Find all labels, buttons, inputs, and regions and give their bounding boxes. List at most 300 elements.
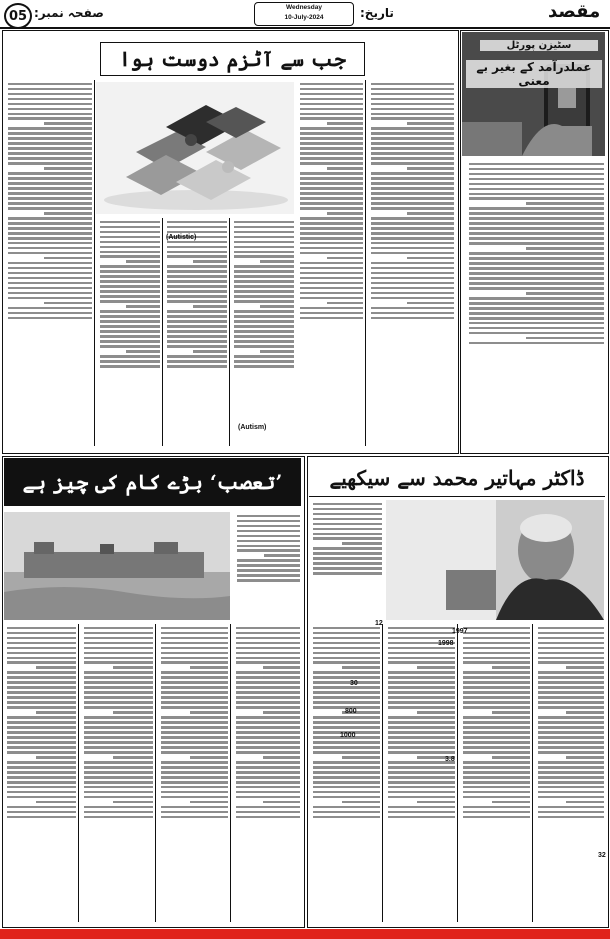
column-rule — [365, 80, 366, 446]
text-line — [100, 270, 160, 272]
text-line — [234, 255, 294, 257]
text-line — [313, 671, 380, 673]
text-line — [100, 340, 160, 342]
text-line — [300, 227, 363, 229]
article-mahathir-headline: ڈاکٹر مہاتیر محمد سے سیکھیے — [309, 460, 605, 497]
text-line — [388, 776, 455, 778]
text-line — [463, 661, 530, 663]
text-line — [236, 681, 300, 683]
text-line — [7, 657, 76, 659]
text-line — [538, 726, 604, 728]
text-line — [161, 776, 228, 778]
text-line — [8, 277, 92, 279]
text-line — [161, 637, 228, 639]
text-line — [84, 791, 153, 793]
text-line — [167, 280, 227, 282]
text-line — [84, 627, 153, 629]
text-line — [371, 237, 454, 239]
text-line — [84, 771, 153, 773]
text-line — [8, 312, 92, 314]
text-line — [7, 766, 76, 768]
text-line — [7, 816, 76, 818]
text-line — [236, 771, 300, 773]
text-line — [313, 691, 380, 693]
text-line — [8, 242, 92, 244]
text-line — [100, 335, 160, 337]
text-line — [161, 642, 228, 644]
text-line — [371, 227, 454, 229]
text-line — [469, 322, 604, 324]
article-mahathir-intro — [310, 500, 382, 620]
text-line — [538, 731, 604, 733]
text-line — [300, 292, 363, 294]
text-line — [8, 182, 92, 184]
text-line — [538, 652, 604, 654]
text-line — [236, 776, 300, 778]
text-line — [526, 202, 604, 204]
text-line — [237, 559, 300, 561]
text-line — [263, 711, 300, 713]
text-line — [8, 127, 92, 129]
text-line — [388, 706, 455, 708]
text-line — [313, 557, 382, 559]
text-line — [463, 721, 530, 723]
article-autism-col-4 — [232, 218, 294, 446]
text-line — [84, 671, 153, 673]
text-line — [36, 711, 76, 713]
text-line — [167, 231, 227, 233]
text-line — [463, 652, 530, 654]
text-line — [313, 746, 380, 748]
text-line — [313, 781, 380, 783]
text-line — [313, 657, 380, 659]
text-line — [167, 265, 227, 267]
text-line — [300, 162, 363, 164]
text-line — [237, 515, 300, 517]
text-line — [8, 272, 92, 274]
text-line — [100, 231, 160, 233]
text-line — [313, 547, 382, 549]
text-line — [463, 642, 530, 644]
text-line — [388, 806, 455, 808]
text-line — [167, 285, 227, 287]
text-line — [236, 741, 300, 743]
text-line — [313, 811, 380, 813]
text-line — [8, 197, 92, 199]
text-line — [469, 163, 604, 165]
text-line — [371, 93, 454, 95]
text-line — [236, 657, 300, 659]
text-line — [469, 282, 604, 284]
text-line — [463, 676, 530, 678]
text-line — [417, 666, 456, 668]
text-line — [313, 761, 380, 763]
text-line — [8, 88, 92, 90]
text-line — [167, 345, 227, 347]
text-line — [234, 295, 294, 297]
column-rule — [229, 218, 230, 446]
text-line — [469, 312, 604, 314]
text-line — [100, 330, 160, 332]
figure-1998: 1998 — [438, 640, 454, 647]
text-line — [236, 647, 300, 649]
text-line — [234, 280, 294, 282]
text-line — [313, 751, 380, 753]
text-line — [234, 340, 294, 342]
text-line — [234, 300, 294, 302]
text-line — [566, 711, 604, 713]
text-line — [7, 632, 76, 634]
article-prejudice-headline: ’تعصب‘ بڑے کام کی چیز ہے — [4, 458, 301, 506]
text-line — [126, 305, 160, 307]
text-line — [7, 796, 76, 798]
text-line — [236, 726, 300, 728]
weekday: Wednesday — [285, 4, 322, 11]
text-line — [161, 731, 228, 733]
text-line — [371, 277, 454, 279]
text-line — [463, 706, 530, 708]
text-line — [313, 786, 380, 788]
text-line — [237, 579, 300, 581]
text-line — [469, 317, 604, 319]
text-line — [300, 202, 363, 204]
article-autism-headline: جب سے آٹزم دوست ہوا — [100, 42, 365, 76]
text-line — [300, 113, 363, 115]
text-line — [237, 520, 300, 522]
text-line — [44, 257, 92, 259]
date: 10-July-2024 — [284, 14, 324, 21]
text-line — [237, 535, 300, 537]
text-line — [463, 751, 530, 753]
text-line — [463, 701, 530, 703]
text-line — [538, 671, 604, 673]
column-rule — [162, 218, 163, 446]
text-line — [126, 350, 160, 352]
figure-12: 12 — [375, 620, 383, 627]
text-line — [388, 686, 455, 688]
text-line — [234, 275, 294, 277]
text-line — [313, 771, 380, 773]
text-line — [84, 716, 153, 718]
text-line — [161, 721, 228, 723]
text-line — [84, 781, 153, 783]
text-line — [7, 652, 76, 654]
text-line — [236, 632, 300, 634]
text-line — [538, 791, 604, 793]
text-line — [463, 647, 530, 649]
text-line — [84, 701, 153, 703]
text-line — [538, 811, 604, 813]
text-line — [84, 806, 153, 808]
text-line — [300, 93, 363, 95]
column-rule — [532, 624, 533, 922]
text-line — [167, 335, 227, 337]
text-line — [469, 207, 604, 209]
text-line — [7, 721, 76, 723]
text-line — [300, 272, 363, 274]
text-line — [161, 746, 228, 748]
text-line — [236, 701, 300, 703]
text-line — [84, 706, 153, 708]
text-line — [371, 142, 454, 144]
text-line — [100, 265, 160, 267]
text-line — [7, 776, 76, 778]
text-line — [8, 297, 92, 299]
text-line — [327, 167, 363, 169]
text-line — [236, 766, 300, 768]
text-line — [300, 232, 363, 234]
text-line — [538, 806, 604, 808]
text-line — [469, 183, 604, 185]
text-line — [469, 342, 604, 344]
text-line — [538, 681, 604, 683]
text-line — [84, 642, 153, 644]
text-line — [371, 307, 454, 309]
text-line — [234, 335, 294, 337]
text-line — [463, 686, 530, 688]
text-line — [167, 325, 227, 327]
page-number: 05 — [4, 3, 32, 29]
text-line — [236, 721, 300, 723]
text-line — [313, 716, 380, 718]
text-line — [84, 786, 153, 788]
text-line — [236, 746, 300, 748]
text-line — [469, 168, 604, 170]
text-line — [100, 365, 160, 367]
text-line — [8, 142, 92, 144]
text-line — [538, 676, 604, 678]
text-line — [8, 172, 92, 174]
text-line — [167, 255, 227, 257]
text-line — [300, 142, 363, 144]
text-line — [100, 275, 160, 277]
text-line — [236, 781, 300, 783]
text-line — [7, 681, 76, 683]
text-line — [371, 197, 454, 199]
text-line — [84, 811, 153, 813]
text-line — [300, 108, 363, 110]
text-line — [167, 355, 227, 357]
text-line — [236, 796, 300, 798]
text-line — [313, 696, 380, 698]
text-line — [469, 287, 604, 289]
text-line — [463, 696, 530, 698]
text-line — [313, 627, 380, 629]
text-line — [388, 751, 455, 753]
text-line — [313, 537, 382, 539]
date-label: تاریخ: — [360, 6, 394, 20]
text-line — [492, 801, 531, 803]
text-line — [8, 83, 92, 85]
text-line — [463, 776, 530, 778]
text-line — [313, 508, 382, 510]
article-prejudice-col-1 — [4, 624, 76, 922]
text-line — [469, 297, 604, 299]
text-line — [7, 647, 76, 649]
figure-32: 32 — [598, 852, 606, 859]
text-line — [313, 741, 380, 743]
text-line — [167, 310, 227, 312]
text-line — [234, 221, 294, 223]
term-autistic: (Autistic) — [166, 234, 197, 241]
text-line — [236, 637, 300, 639]
text-line — [463, 791, 530, 793]
text-line — [388, 661, 455, 663]
text-line — [8, 152, 92, 154]
text-line — [167, 295, 227, 297]
text-line — [327, 302, 363, 304]
text-line — [371, 152, 454, 154]
text-line — [463, 786, 530, 788]
text-line — [167, 251, 227, 253]
text-line — [469, 188, 604, 190]
text-line — [161, 696, 228, 698]
text-line — [161, 751, 228, 753]
text-line — [100, 320, 160, 322]
text-line — [388, 791, 455, 793]
text-line — [388, 637, 455, 639]
text-line — [7, 716, 76, 718]
text-line — [313, 552, 382, 554]
text-line — [388, 766, 455, 768]
text-line — [7, 806, 76, 808]
text-line — [371, 222, 454, 224]
text-line — [7, 671, 76, 673]
text-line — [538, 716, 604, 718]
text-line — [300, 117, 363, 119]
text-line — [161, 716, 228, 718]
text-line — [371, 242, 454, 244]
text-line — [538, 632, 604, 634]
text-line — [371, 282, 454, 284]
footer-red-bar — [0, 929, 610, 939]
text-line — [84, 746, 153, 748]
text-line — [469, 217, 604, 219]
text-line — [84, 691, 153, 693]
text-line — [161, 681, 228, 683]
text-line — [234, 265, 294, 267]
text-line — [538, 661, 604, 663]
text-line — [236, 696, 300, 698]
text-line — [469, 252, 604, 254]
text-line — [300, 192, 363, 194]
text-line — [463, 657, 530, 659]
text-line — [300, 312, 363, 314]
text-line — [371, 187, 454, 189]
text-line — [7, 741, 76, 743]
text-line — [469, 197, 604, 199]
text-line — [236, 691, 300, 693]
text-line — [84, 657, 153, 659]
text-line — [234, 330, 294, 332]
text-line — [236, 671, 300, 673]
text-line — [237, 545, 300, 547]
text-line — [100, 280, 160, 282]
text-line — [167, 360, 227, 362]
text-line — [492, 666, 531, 668]
text-line — [342, 756, 381, 758]
text-line — [100, 246, 160, 248]
text-line — [100, 221, 160, 223]
text-line — [388, 781, 455, 783]
text-line — [167, 290, 227, 292]
fort-photo — [4, 512, 230, 620]
text-line — [313, 721, 380, 723]
text-line — [190, 756, 229, 758]
text-line — [36, 801, 76, 803]
text-line — [388, 681, 455, 683]
text-line — [300, 242, 363, 244]
text-line — [161, 661, 228, 663]
text-line — [371, 232, 454, 234]
text-line — [313, 513, 382, 515]
text-line — [538, 637, 604, 639]
column-rule — [155, 624, 156, 922]
text-line — [236, 791, 300, 793]
text-line — [113, 801, 153, 803]
text-line — [300, 222, 363, 224]
text-line — [84, 796, 153, 798]
article-portal-body — [463, 160, 604, 448]
text-line — [313, 528, 382, 530]
text-line — [44, 212, 92, 214]
text-line — [161, 676, 228, 678]
text-line — [84, 816, 153, 818]
text-line — [161, 786, 228, 788]
text-line — [100, 360, 160, 362]
text-line — [100, 241, 160, 243]
text-line — [469, 178, 604, 180]
text-line — [234, 355, 294, 357]
article-prejudice-intro — [234, 512, 300, 620]
text-line — [167, 330, 227, 332]
text-line — [371, 117, 454, 119]
text-line — [190, 666, 229, 668]
text-line — [7, 781, 76, 783]
article-autism-col-1 — [4, 80, 92, 446]
text-line — [371, 267, 454, 269]
text-line — [538, 701, 604, 703]
text-line — [313, 676, 380, 678]
text-line — [371, 272, 454, 274]
text-line — [538, 706, 604, 708]
text-line — [84, 696, 153, 698]
text-line — [8, 108, 92, 110]
text-line — [300, 282, 363, 284]
text-line — [300, 187, 363, 189]
page-number-label: صفحہ نمبر: — [34, 6, 104, 20]
text-line — [313, 562, 382, 564]
text-line — [407, 257, 454, 259]
text-line — [237, 569, 300, 571]
text-line — [84, 632, 153, 634]
text-line — [469, 277, 604, 279]
text-line — [300, 127, 363, 129]
text-line — [463, 726, 530, 728]
text-line — [300, 247, 363, 249]
article-autism-col-3 — [165, 218, 227, 446]
text-line — [161, 771, 228, 773]
text-line — [538, 766, 604, 768]
text-line — [371, 202, 454, 204]
text-line — [371, 207, 454, 209]
text-line — [236, 716, 300, 718]
text-line — [463, 632, 530, 634]
term-autism: (Autism) — [238, 424, 267, 431]
text-line — [538, 696, 604, 698]
article-mahathir-col-3 — [460, 624, 530, 922]
text-line — [407, 167, 454, 169]
